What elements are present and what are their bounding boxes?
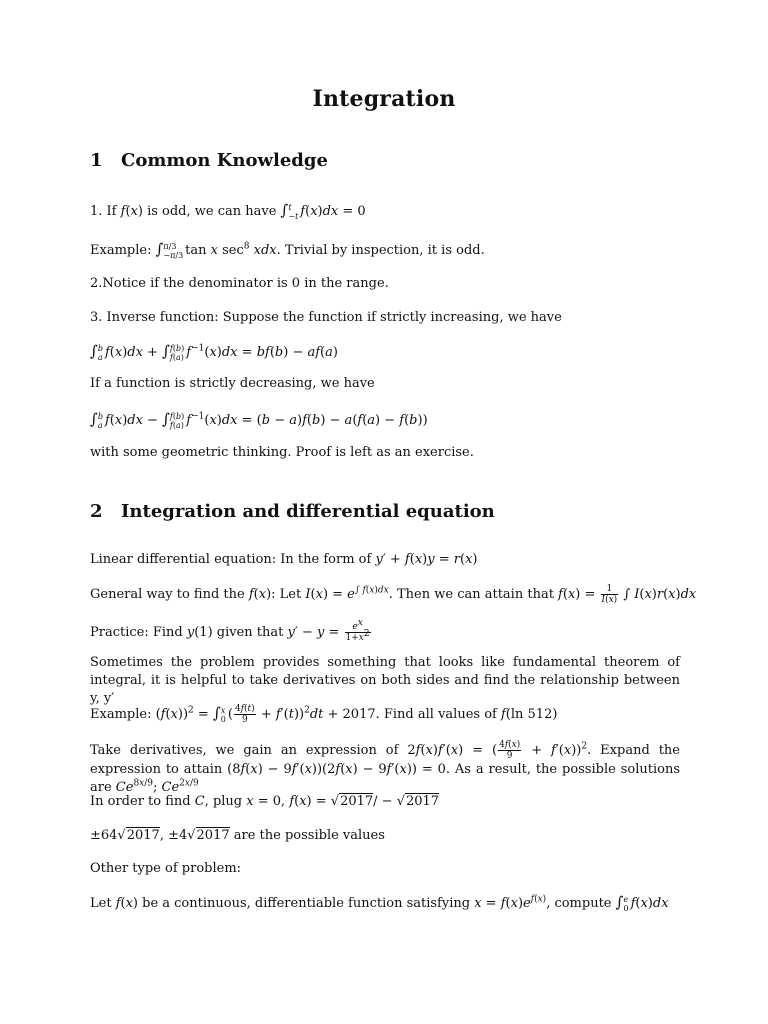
paragraph-denominator: 2.Notice if the denominator is 0 in the range. <box>90 276 389 291</box>
paragraph-find-c: In order to find C, plug x = 0, f(x) = √2017/ − √2017 <box>90 794 440 809</box>
section-title: Common Knowledge <box>121 150 328 171</box>
section-heading-2 <box>90 501 495 522</box>
formula-decreasing: ∫ b a f(x)dx − ∫ f(b) f(a) $f^{-1}(x)dx = (b - a)f(b) - a(f(a) - f(b))$ <box>90 410 428 430</box>
paragraph-decreasing: If a function is strictly decreasing, we have <box>90 376 375 391</box>
paragraph-geometric: with some geometric thinking. Proof is left as an exercise. <box>90 445 474 460</box>
paragraph-odd-function: 1. If f(x) is odd, we can have ∫ t −t f(x)dx = 0 <box>90 201 366 221</box>
section-heading-1 <box>90 150 328 171</box>
section-title: Integration and differential equation <box>121 501 495 522</box>
paragraph-linear-de: Linear differential equation: In the form of y′ + f(x)y = r(x) <box>90 552 478 567</box>
paragraph-practice: Practice: Find y(1) given that y′ − y = $\frac{e^x}{1+x^2}$ <box>90 618 370 643</box>
paragraph-general-way: General way to find the f(x): Let $I(x) = e^{\int f(x)dx}$. Then we can attain that f(x) = $\frac{1}{I(x)}$ ∫ I(x)r(x)dx <box>90 584 697 605</box>
paragraph-inverse-function: 3. Inverse function: Suppose the function if strictly increasing, we have <box>90 310 562 325</box>
paragraph-possible-values: ±64√2017, ±4√2017 are the possible values <box>90 828 385 843</box>
paragraph-other-type: Other type of problem: <box>90 861 242 876</box>
paragraph-take-derivatives: Take derivatives, we gain an expression of 2f(x)f′(x) = ( $\frac{4f(x)}{9}$ + f′(x))$^2$. Expand the expression to attain (8f(x) − 9f′(x))(2f(x) − 9f′(x)) = 0. As a result, the possible solutions are $Ce^{8x/9}$; $Ce^{2x/9}$ <box>90 740 680 795</box>
section-number: 1 <box>90 150 103 171</box>
section-number: 2 <box>90 501 103 522</box>
page-title: Integration <box>312 86 456 112</box>
paragraph-continuous-function: Let f(x) be a continuous, differentiable function satisfying $x = f(x)e^{f(x)}$, compute ∫ e 0 f(x)dx <box>90 893 669 913</box>
paragraph-fundamental-theorem: Sometimes the problem provides something that looks like fundamental theorem of integral, it is helpful to take derivatives on both sides and find the relationship between y, y′ <box>90 655 680 706</box>
paragraph-example-odd: Example: ∫ π/3 −π/3 tan x $\sec^8$ xdx. Trivial by inspection, it is odd. <box>90 240 485 260</box>
formula-increasing: ∫ b a f(x)dx + ∫ f(b) f(a) $f^{-1}(x)dx = bf(b) - af(a)$ <box>90 342 338 362</box>
paragraph-example-2017: Example: $(f(x))^2$ = ∫ x 0 ( $\frac{4f(t)}{9}$ + f′(t))$^2$dt + 2017. Find all values of f(ln 512) <box>90 704 558 725</box>
